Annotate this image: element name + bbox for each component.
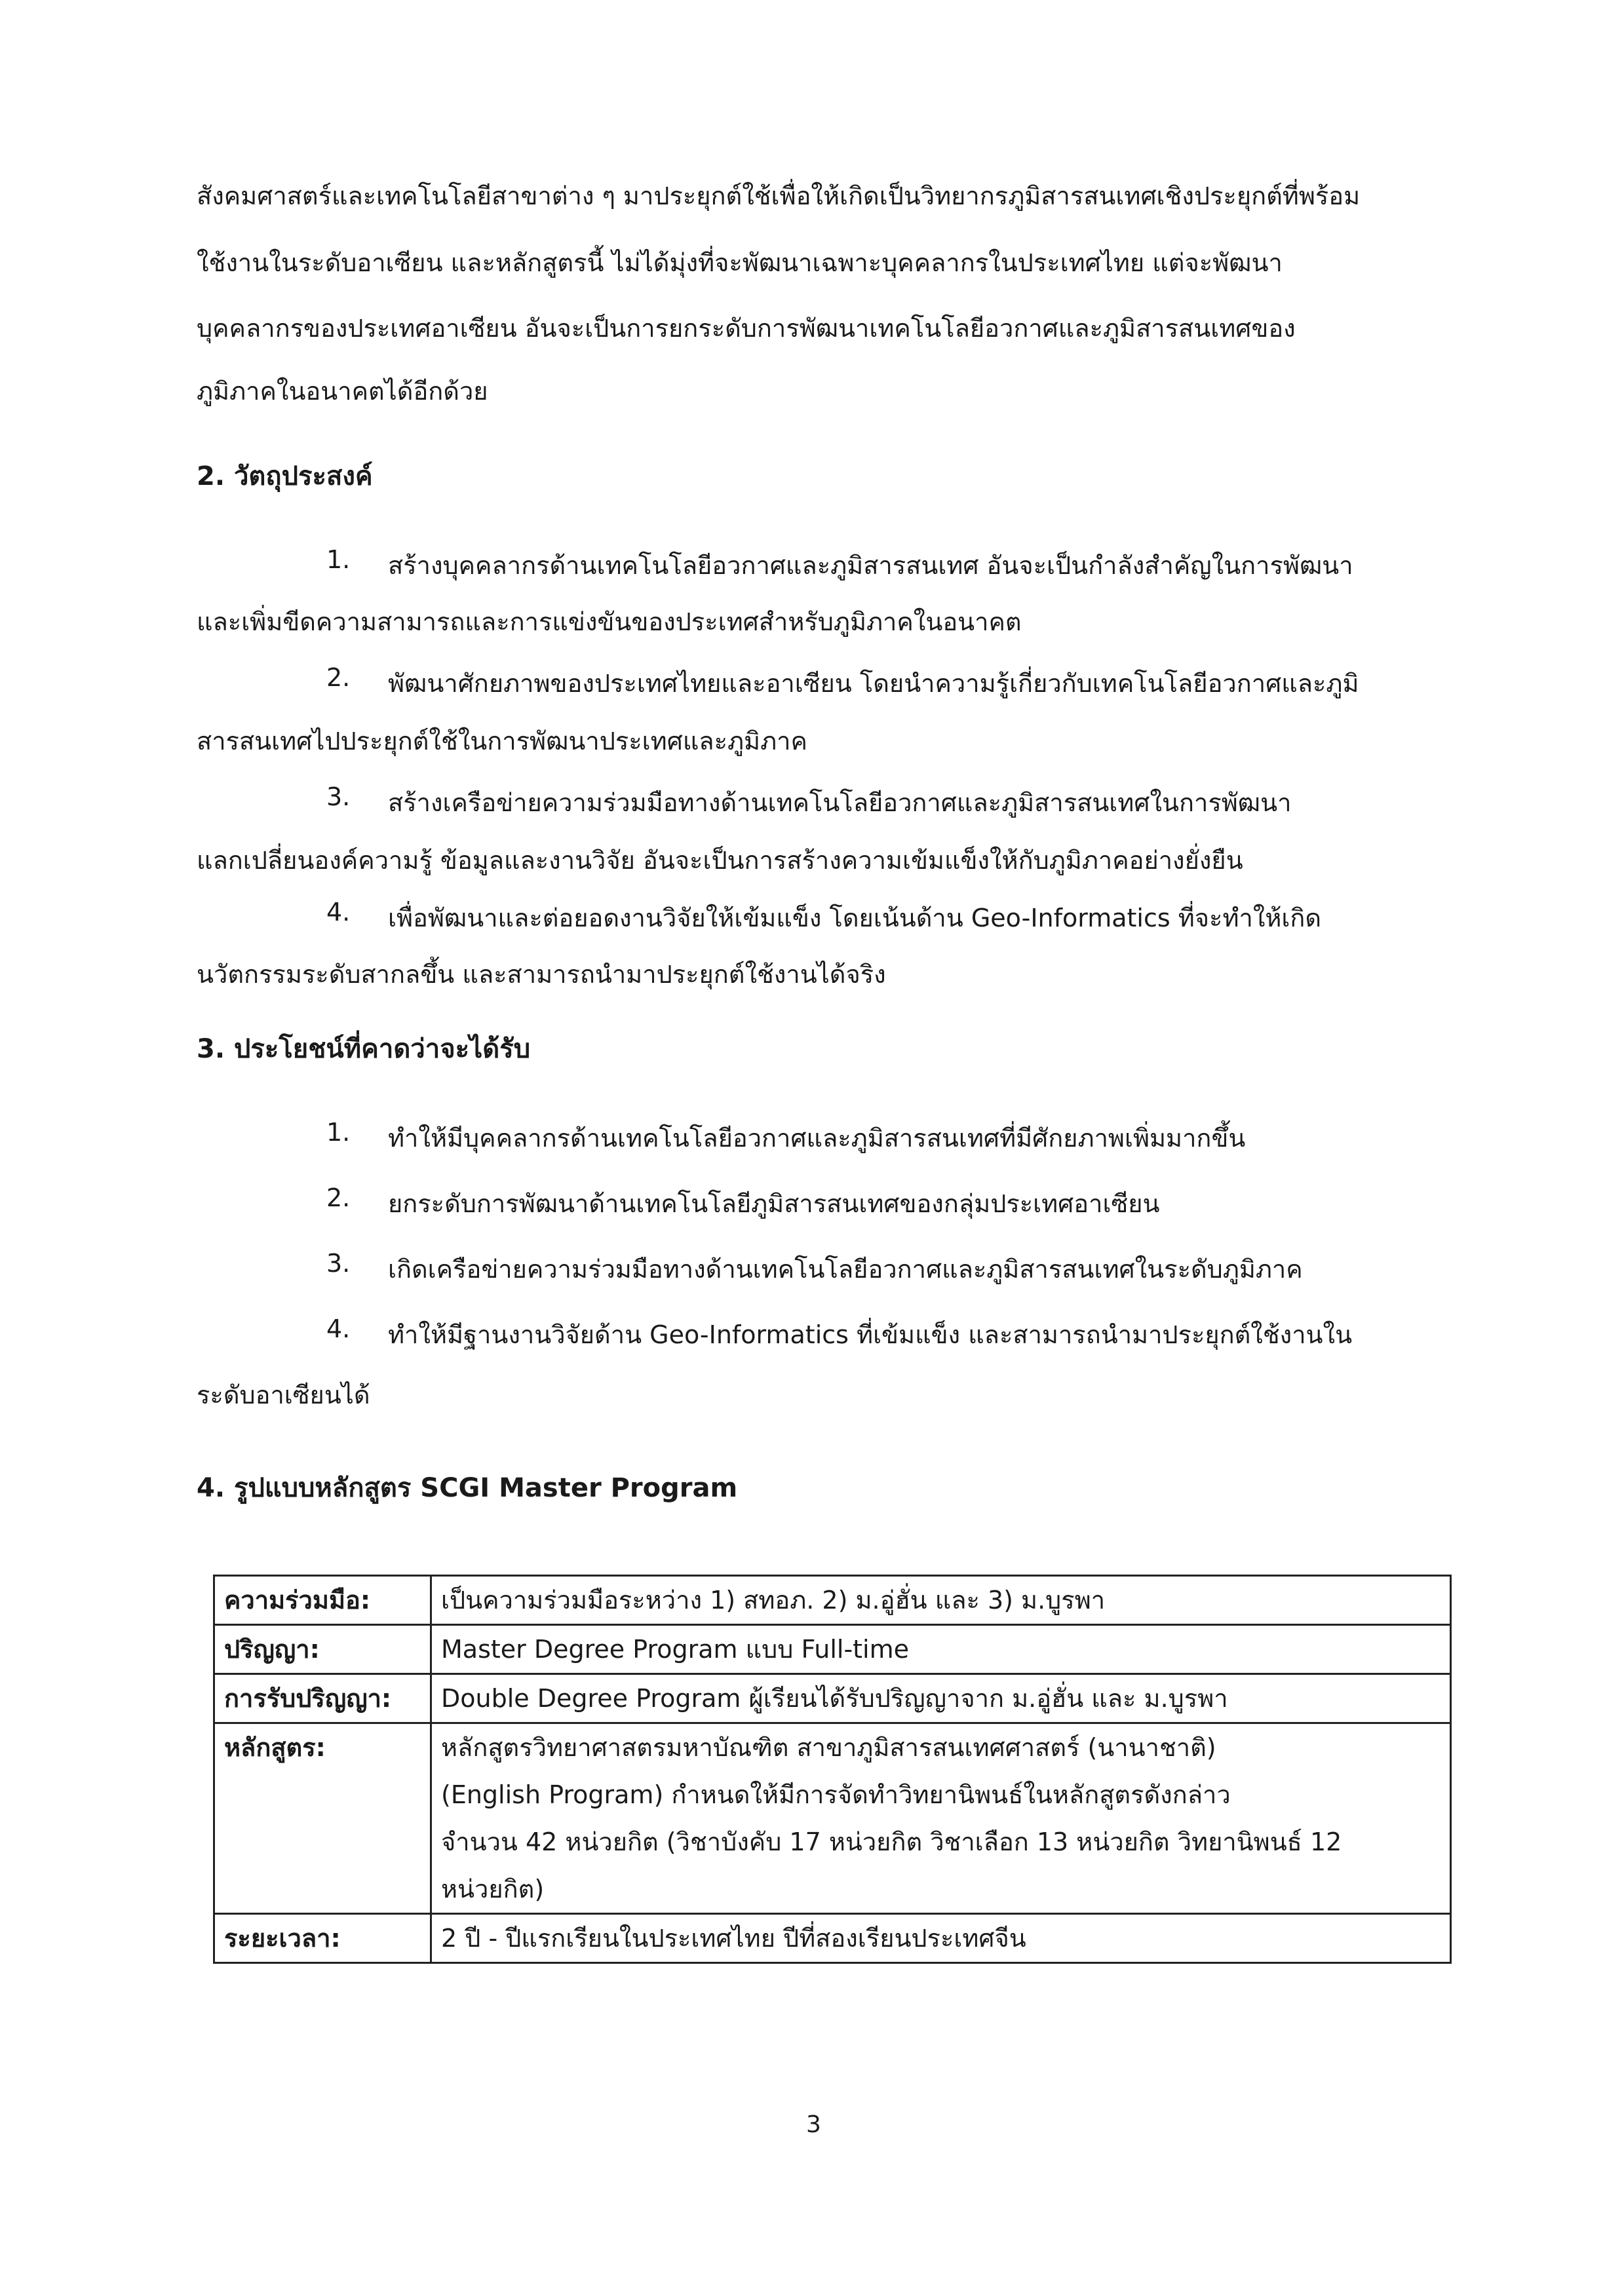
list-item-text: นวัตกรรมระดับสากลขึ้น และสามารถนำมาประยุกต์ใช้งานได้จริง — [197, 960, 886, 989]
list-number: 3. — [326, 1249, 351, 1278]
intro-line: ภูมิภาคในอนาคตได้อีกด้วย — [197, 377, 488, 406]
table-key: การรับปริญญา: — [214, 1674, 431, 1723]
section-heading: 4. รูปแบบหลักสูตร SCGI Master Program — [197, 1473, 738, 1503]
table-key: หลักสูตร: — [214, 1723, 431, 1914]
list-number: 2. — [326, 1183, 351, 1212]
table-value-line: จำนวน 42 หน่วยกิต (วิชาบังคับ 17 หน่วยกิต วิชาเลือก 13 หน่วยกิต วิทยานิพนธ์ 12 — [441, 1827, 1342, 1856]
table-value-line: Double Degree Program ผู้เรียนได้รับปริญญาจาก ม.อู่ฮั่น และ ม.บูรพา — [441, 1684, 1228, 1713]
list-item-text: ยกระดับการพัฒนาด้านเทคโนโลยีภูมิสารสนเทศของกลุ่มประเทศอาเซียน — [388, 1189, 1160, 1218]
table-value-line: เป็นความร่วมมือระหว่าง 1) สทอภ. 2) ม.อู่ฮั่น และ 3) ม.บูรพา — [441, 1586, 1106, 1615]
table-key: ความร่วมมือ: — [214, 1576, 431, 1625]
table-row — [214, 1914, 1451, 1963]
page-number: 3 — [806, 2111, 821, 2138]
list-item-text: ทำให้มีฐานงานวิจัยด้าน Geo-Informatics ที่เข้มแข็ง และสามารถนำมาประยุกต์ใช้งานใน — [388, 1320, 1353, 1349]
program-table — [213, 1575, 1452, 1964]
list-item-text: เกิดเครือข่ายความร่วมมือทางด้านเทคโนโลยีอวกาศและภูมิสารสนเทศในระดับภูมิภาค — [388, 1255, 1303, 1284]
table-value-line: หน่วยกิต) — [441, 1875, 545, 1904]
table-value — [431, 1625, 1451, 1674]
section-heading: 2. วัตถุประสงค์ — [197, 461, 373, 491]
list-item-text: สร้างบุคคลากรด้านเทคโนโลยีอวกาศและภูมิสารสนเทศ อันจะเป็นกำลังสำคัญในการพัฒนา — [388, 551, 1353, 580]
list-item-text: สร้างเครือข่ายความร่วมมือทางด้านเทคโนโลยีอวกาศและภูมิสารสนเทศในการพัฒนา — [388, 788, 1292, 817]
list-item-text: และเพิ่มขีดความสามารถและการแข่งขันของประเทศสำหรับภูมิภาคในอนาคต — [197, 607, 1022, 636]
table-key: ระยะเวลา: — [214, 1914, 431, 1963]
intro-line: บุคคลากรของประเทศอาเซียน อันจะเป็นการยกระดับการพัฒนาเทคโนโลยีอวกาศและภูมิสารสนเทศของ — [197, 314, 1296, 343]
list-item-text: ทำให้มีบุคคลากรด้านเทคโนโลยีอวกาศและภูมิสารสนเทศที่มีศักยภาพเพิ่มมากขึ้น — [388, 1124, 1246, 1153]
table-row — [214, 1625, 1451, 1674]
list-item-text: พัฒนาศักยภาพของประเทศไทยและอาเซียน โดยนำความรู้เกี่ยวกับเทคโนโลยีอวกาศและภูมิ — [388, 669, 1359, 698]
list-number: 1. — [326, 545, 351, 574]
list-item-text: ระดับอาเซียนได้ — [197, 1381, 370, 1409]
list-number: 1. — [326, 1118, 351, 1147]
table-value — [431, 1723, 1451, 1914]
list-item-text: สารสนเทศไปประยุกต์ใช้ในการพัฒนาประเทศและภูมิภาค — [197, 727, 807, 756]
table-row — [214, 1723, 1451, 1914]
table-value-line: (English Program) กำหนดให้มีการจัดทำวิทยานิพนธ์ในหลักสูตรดังกล่าว — [441, 1780, 1231, 1809]
section-heading: 3. ประโยชน์ที่คาดว่าจะได้รับ — [197, 1034, 531, 1064]
list-number: 2. — [326, 663, 351, 692]
table-value-line: Master Degree Program แบบ Full-time — [441, 1635, 910, 1664]
list-number: 4. — [326, 1314, 351, 1343]
intro-line: สังคมศาสตร์และเทคโนโลยีสาขาต่าง ๆ มาประยุกต์ใช้เพื่อให้เกิดเป็นวิทยากรภูมิสารสนเทศเชิงประยุกต์ที่พร้อม — [197, 182, 1361, 210]
table-value — [431, 1674, 1451, 1723]
list-number: 4. — [326, 898, 351, 927]
table-value — [431, 1576, 1451, 1625]
table-row — [214, 1576, 1451, 1625]
table-value-line: 2 ปี - ปีแรกเรียนในประเทศไทย ปีที่สองเรียนประเทศจีน — [441, 1924, 1026, 1953]
table-value-line: หลักสูตรวิทยาศาสตรมหาบัณฑิต สาขาภูมิสารสนเทศศาสตร์ (นานาชาติ) — [441, 1733, 1216, 1762]
list-item-text: แลกเปลี่ยนองค์ความรู้ ข้อมูลและงานวิจัย อันจะเป็นการสร้างความเข้มแข็งให้กับภูมิภาคอย่างยั่งยืน — [197, 846, 1243, 875]
list-item-text: เพื่อพัฒนาและต่อยอดงานวิจัยให้เข้มแข็ง โดยเน้นด้าน Geo-Informatics ที่จะทำให้เกิด — [388, 904, 1322, 932]
intro-line: ใช้งานในระดับอาเซียน และหลักสูตรนี้ ไม่ได้มุ่งที่จะพัฒนาเฉพาะบุคคลากรในประเทศไทย แต่จะพัฒนา — [197, 248, 1283, 277]
table-value — [431, 1914, 1451, 1963]
list-number: 3. — [326, 782, 351, 811]
table-row — [214, 1674, 1451, 1723]
table-key: ปริญญา: — [214, 1625, 431, 1674]
